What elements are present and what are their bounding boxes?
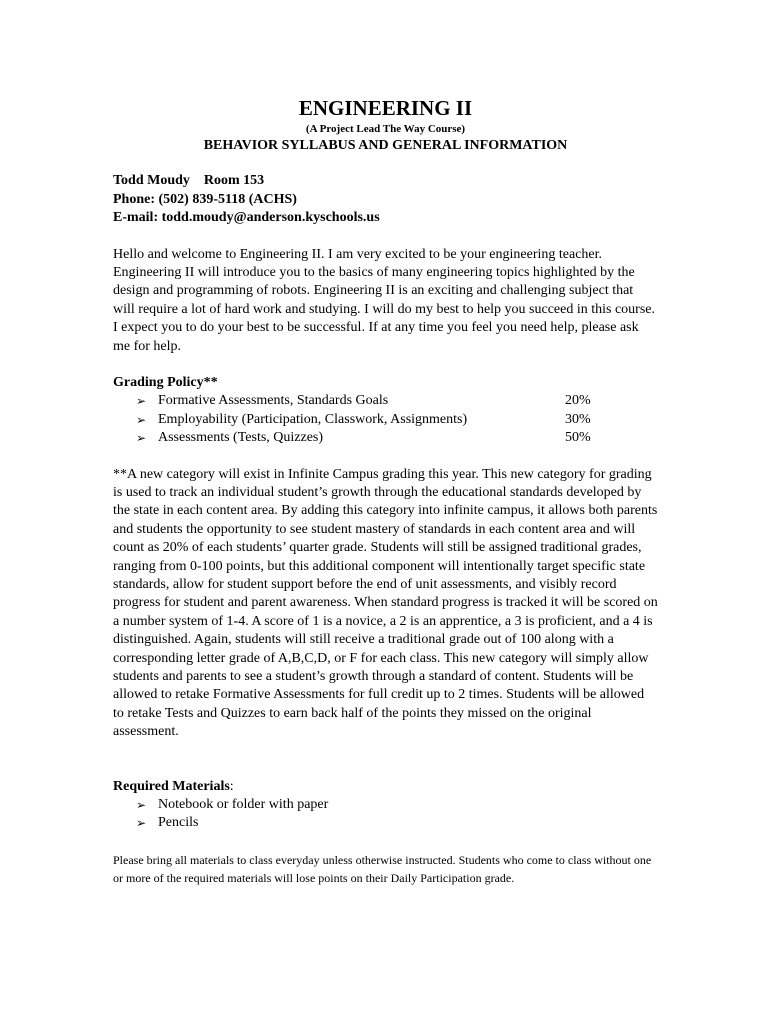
grading-item — [113, 392, 658, 410]
grading-item — [113, 429, 658, 447]
grading-item — [113, 411, 658, 429]
teacher-phone: Phone: (502) 839-5118 (ACHS) — [113, 191, 297, 207]
grading-item-label: Employability (Participation, Classwork, Assignments) — [158, 411, 468, 427]
grading-item-label: Formative Assessments, Standards Goals — [158, 393, 389, 409]
intro-paragraph: Hello and welcome to Engineering II. I am very excited to be your engineering teacher. Engineering II will introduce you to the basics of many engineering topics highlighted by the design and programming of robots. Engineering II is an exciting and challenging subject that will require a lot of hard work and studying. I will do my best to help you succeed in this course. I expect you to do your best to be successful. If at any time you feel you need help, please ask me for help. — [113, 246, 656, 354]
material-item — [113, 796, 658, 814]
material-item-label: Pencils — [158, 815, 199, 831]
grading-list — [113, 392, 658, 447]
materials-list — [113, 796, 658, 833]
arrow-bullet-icon: ➢ — [136, 412, 147, 427]
arrow-bullet-icon: ➢ — [136, 816, 147, 831]
course-subtitle: (A Project Lead The Way Course) — [305, 123, 466, 135]
grading-note-paragraph: **A new category will exist in Infinite Campus grading this year. This new category for grading is used to track an individual student’s growth through the educational standards developed by the state in each content area. By adding this category into infinite campus, it allows both parents and students the opportunity to see student mastery of standards in each content area and will count as 20% of each students’ quarter grade. Students will still be assigned traditional grades, ranging from 0-100 points, but this additional component will intentionally target specific state standards, allow for student support before the end of unit assessments, and visibly record progress for student and parent awareness. When standard progress is tracked it will be scored on a number system of 1-4. A score of 1 is a novice, a 2 is an apprentice, a 3 is proficient, and a 4 is distinguished. Again, students will still receive a traditional grade out of 100 along with a corresponding letter grade of A,B,C,D, or F for each class. This new category will simply allow students and parents to see a student’s growth through a standard of content. Students will be allowed to retake Formative Assessments for full credit up to 2 times. Students will be allowed to retake Tests and Quizzes to earn back half of the points they missed on the original assessment. — [113, 466, 658, 740]
course-title: ENGINEERING II — [298, 96, 473, 120]
grading-item-percent: 20% — [565, 393, 591, 409]
teacher-name-room: Todd Moudy Room 153 — [113, 173, 265, 188]
required-materials-label: Required Materials — [113, 778, 230, 794]
required-materials-colon: : — [229, 778, 234, 794]
teacher-email: E-mail: todd.moudy@anderson.kyschools.us — [113, 210, 380, 225]
grading-item-label: Assessments (Tests, Quizzes) — [158, 430, 324, 446]
material-item — [113, 814, 658, 832]
grading-item-percent: 50% — [565, 430, 591, 446]
arrow-bullet-icon: ➢ — [136, 431, 147, 446]
syllabus-heading: BEHAVIOR SYLLABUS AND GENERAL INFORMATION — [203, 138, 568, 153]
materials-note-paragraph: Please bring all materials to class everyday unless otherwise instructed. Students who come to class without one or more of the required materials will lose points on their Daily Participation grade. — [113, 852, 652, 885]
contact-block — [113, 172, 658, 228]
material-item-label: Notebook or folder with paper — [158, 797, 329, 813]
grading-policy-title: Grading Policy** — [113, 374, 218, 390]
arrow-bullet-icon: ➢ — [136, 798, 147, 813]
grading-item-percent: 30% — [565, 411, 591, 427]
required-materials-title — [113, 778, 658, 796]
arrow-bullet-icon: ➢ — [136, 394, 147, 409]
document-content — [113, 95, 658, 887]
